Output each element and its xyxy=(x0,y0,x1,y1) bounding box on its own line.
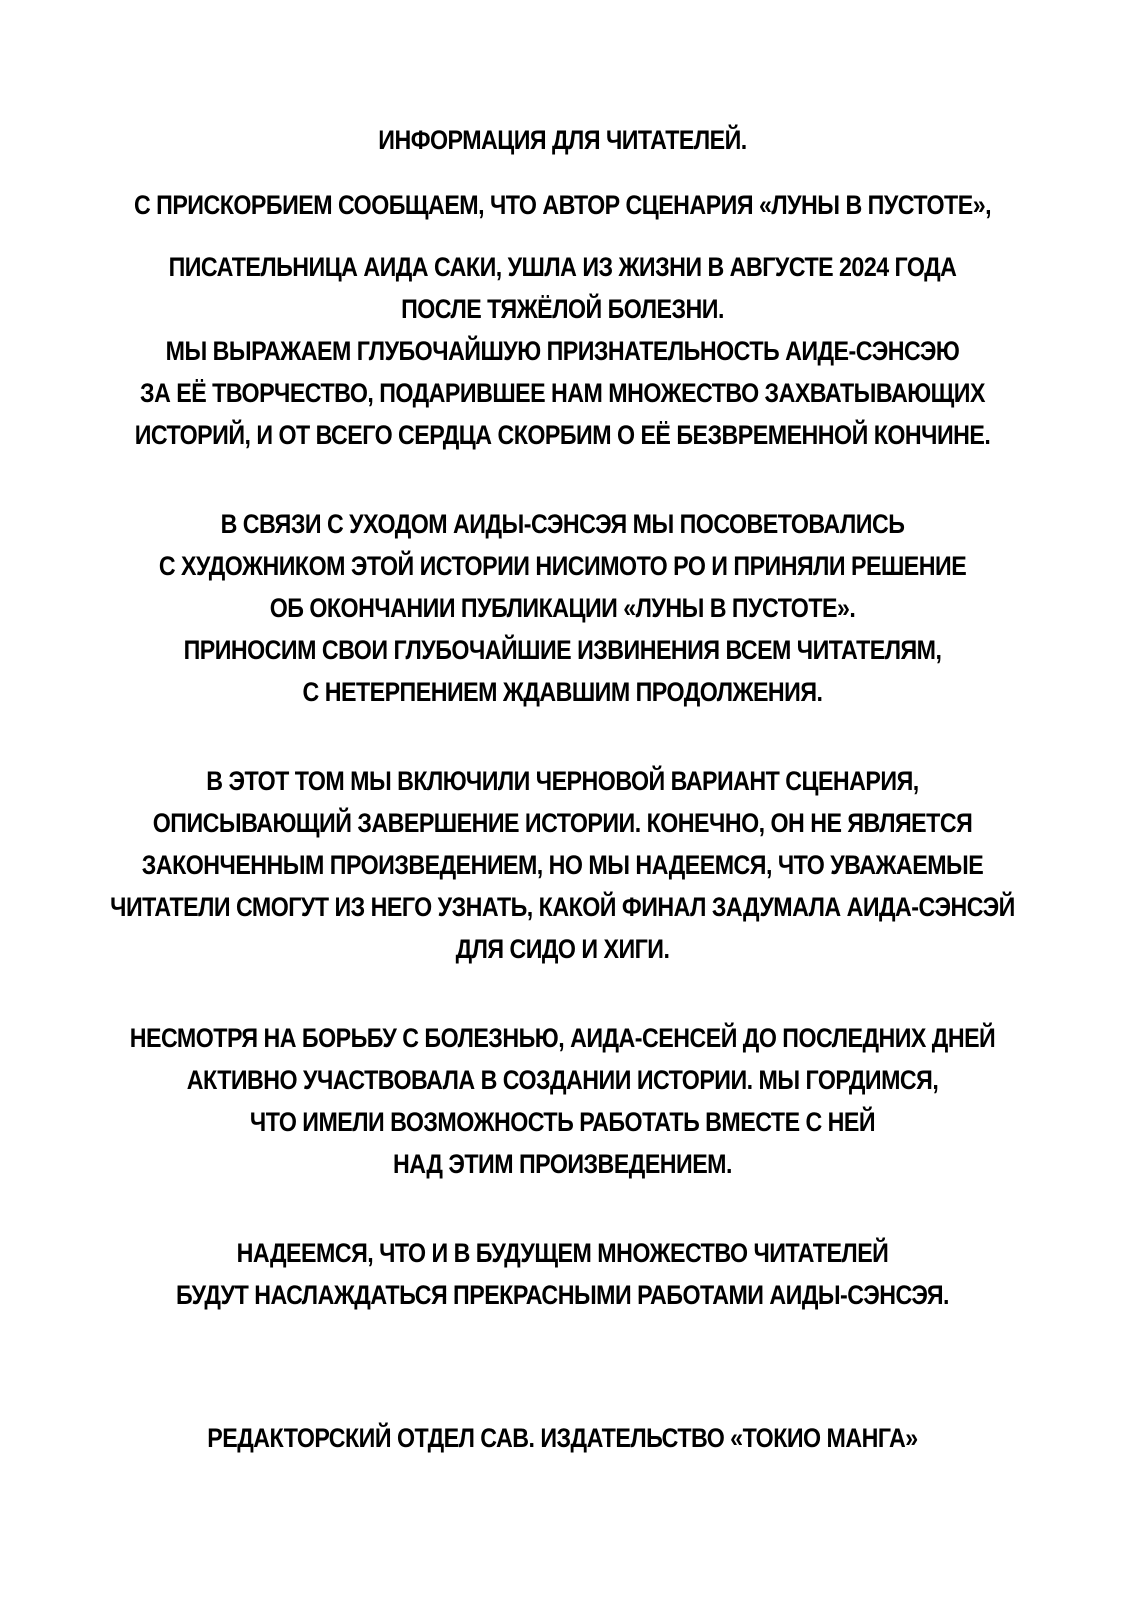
text-line: С НЕТЕРПЕНИЕМ ЖДАВШИМ ПРОДОЛЖЕНИЯ. xyxy=(302,677,823,707)
editorial-signature: РЕДАКТОРСКИЙ ОТДЕЛ САВ. ИЗДАТЕЛЬСТВО «ТОКИО МАНГА» xyxy=(207,1423,918,1453)
text-line: В СВЯЗИ С УХОДОМ АИДЫ-СЭНСЭЯ МЫ ПОСОВЕТОВАЛИСЬ xyxy=(220,509,905,539)
text-line: С ХУДОЖНИКОМ ЭТОЙ ИСТОРИИ НИСИМОТО РО И ПРИНЯЛИ РЕШЕНИЕ xyxy=(158,551,967,581)
text-line: НАДЕЕМСЯ, ЧТО И В БУДУЩЕМ МНОЖЕСТВО ЧИТАТЕЛЕЙ xyxy=(236,1238,889,1268)
text-line: ДЛЯ СИДО И ХИГИ. xyxy=(455,934,670,964)
text-line: ИСТОРИЙ, И ОТ ВСЕГО СЕРДЦА СКОРБИМ О ЕЁ БЕЗВРЕМЕННОЙ КОНЧИНЕ. xyxy=(134,420,991,450)
text-line: НАД ЭТИМ ПРОИЗВЕДЕНИЕМ. xyxy=(393,1149,732,1179)
text-line: ОБ ОКОНЧАНИИ ПУБЛИКАЦИИ «ЛУНЫ В ПУСТОТЕ». xyxy=(269,593,856,623)
notice-title: ИНФОРМАЦИЯ ДЛЯ ЧИТАТЕЛЕЙ. xyxy=(378,125,747,155)
text-line: МЫ ВЫРАЖАЕМ ГЛУБОЧАЙШУЮ ПРИЗНАТЕЛЬНОСТЬ АИДЕ-СЭНСЭЮ xyxy=(165,336,960,366)
text-line: НЕСМОТРЯ НА БОРЬБУ С БОЛЕЗНЬЮ, АИДА-СЕНСЕЙ ДО ПОСЛЕДНИХ ДНЕЙ xyxy=(129,1023,996,1053)
text-line: ПИСАТЕЛЬНИЦА АИДА САКИ, УШЛА ИЗ ЖИЗНИ В АВГУСТЕ 2024 ГОДА xyxy=(168,252,957,282)
text-line: БУДУТ НАСЛАЖДАТЬСЯ ПРЕКРАСНЫМИ РАБОТАМИ АИДЫ-СЭНСЭЯ. xyxy=(176,1280,949,1310)
text-line: ЗАКОНЧЕННЫМ ПРОИЗВЕДЕНИЕМ, НО МЫ НАДЕЕМСЯ, ЧТО УВАЖАЕМЫЕ xyxy=(141,850,984,880)
text-line: АКТИВНО УЧАСТВОВАЛА В СОЗДАНИИ ИСТОРИИ. МЫ ГОРДИМСЯ, xyxy=(186,1065,939,1095)
text-line: ОПИСЫВАЮЩИЙ ЗАВЕРШЕНИЕ ИСТОРИИ. КОНЕЧНО, ОН НЕ ЯВЛЯЕТСЯ xyxy=(152,808,973,838)
text-line: ПОСЛЕ ТЯЖЁЛОЙ БОЛЕЗНИ. xyxy=(401,294,724,324)
text-line: ЧИТАТЕЛИ СМОГУТ ИЗ НЕГО УЗНАТЬ, КАКОЙ ФИНАЛ ЗАДУМАЛА АИДА-СЭНСЭЙ xyxy=(110,892,1015,922)
text-line: В ЭТОТ ТОМ МЫ ВКЛЮЧИЛИ ЧЕРНОВОЙ ВАРИАНТ СЦЕНАРИЯ, xyxy=(206,766,919,796)
text-line: С ПРИСКОРБИЕМ СООБЩАЕМ, ЧТО АВТОР СЦЕНАРИЯ «ЛУНЫ В ПУСТОТЕ», xyxy=(133,190,992,220)
text-line: ЧТО ИМЕЛИ ВОЗМОЖНОСТЬ РАБОТАТЬ ВМЕСТЕ С НЕЙ xyxy=(249,1107,876,1137)
text-line: ЗА ЕЁ ТВОРЧЕСТВО, ПОДАРИВШЕЕ НАМ МНОЖЕСТВО ЗАХВАТЫВАЮЩИХ xyxy=(140,378,985,408)
text-line: ПРИНОСИМ СВОИ ГЛУБОЧАЙШИЕ ИЗВИНЕНИЯ ВСЕМ ЧИТАТЕЛЯМ, xyxy=(183,635,942,665)
